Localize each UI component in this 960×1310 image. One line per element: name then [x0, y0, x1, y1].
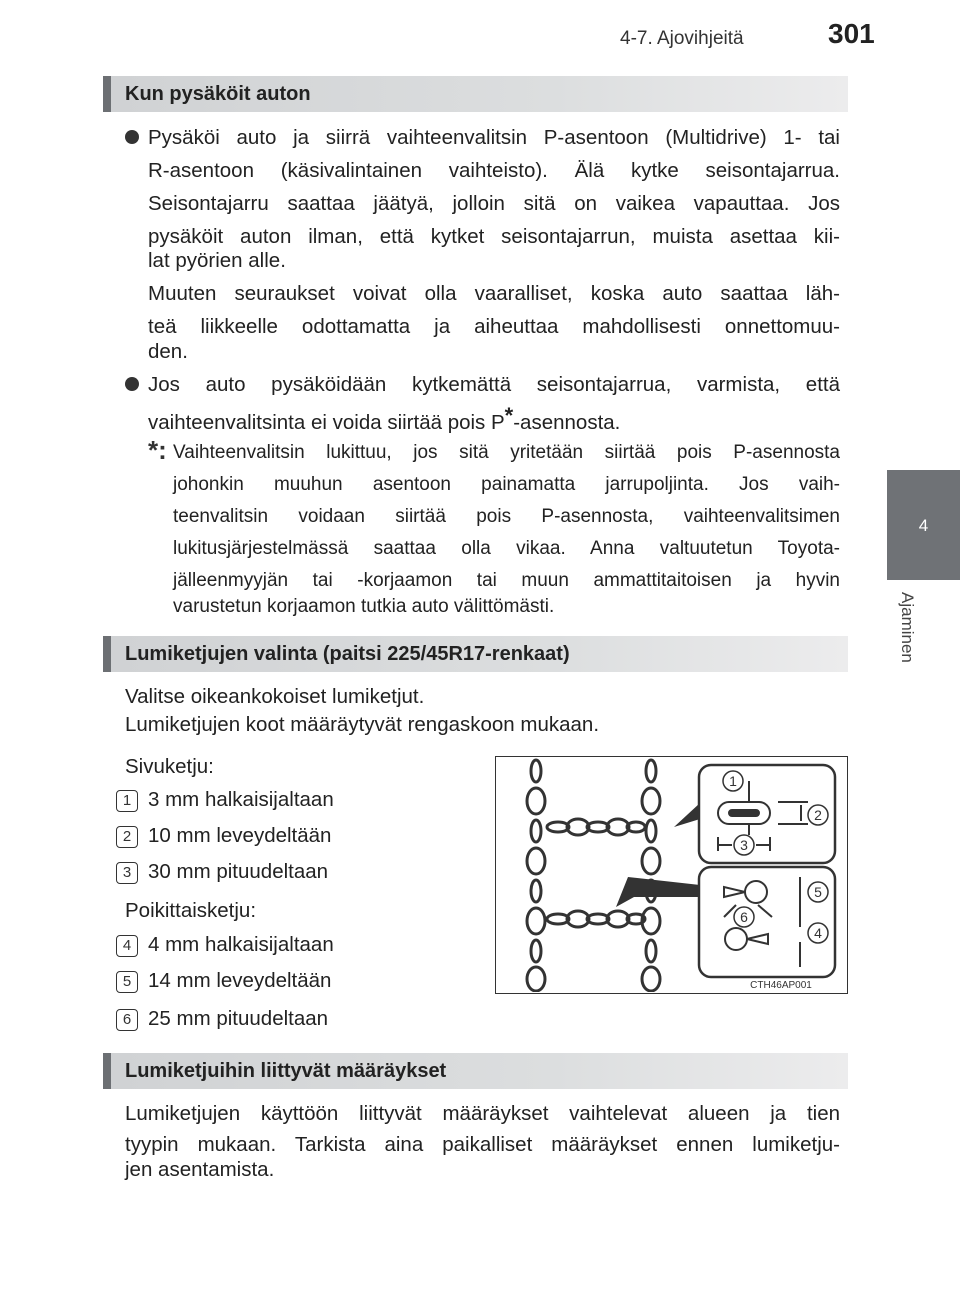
section-title: Kun pysäköit auton [125, 83, 311, 105]
text-line: teenvalitsin voidaan siirtää pois P-asennosta, vaihteenvalitsimen [173, 506, 840, 527]
item-number-badge: 6 [116, 1009, 138, 1031]
cross-chain-heading: Poikittaisketju: [125, 899, 257, 922]
snow-chain-figure [495, 756, 848, 994]
text-line: lukitusjärjestelmässä saattaa olla vikaa. Anna valtuutetun Toyota- [173, 538, 840, 559]
text-line: Jos auto pysäköidään kytkemättä seisontajarrua, varmista, että [148, 373, 840, 396]
list-item: 10 mm leveydeltään [148, 824, 332, 847]
text-line: johonkin muuhun asentoon painamatta jarrupoljinta. Jos vaih- [173, 474, 840, 495]
text-line: jen asentamista. [125, 1158, 275, 1181]
text-line [148, 399, 620, 439]
intro-line: Lumiketjujen koot määräytyvät rengaskoon mukaan. [125, 713, 600, 736]
section-title: Lumiketjujen valinta (paitsi 225/45R17-renkaat) [125, 643, 570, 665]
section-heading-parking [103, 76, 848, 112]
chapter-number: 4 [918, 516, 929, 535]
figure-callout-label: 4 [814, 925, 822, 941]
list-item: 30 mm pituudeltaan [148, 860, 329, 883]
text-line: pysäköit auton ilman, että kytket seisontajarrun, muista asettaa kii- [148, 225, 840, 248]
text-line: R-asentoon (käsivalintainen vaihteisto). Älä kytke seisontajarrua. [148, 159, 840, 182]
asterisk-marker: * [504, 403, 514, 428]
figure-callout-label: 1 [729, 773, 737, 789]
text-line: Vaihteenvalitsin lukittuu, jos sitä yritetään siirtää pois P-asennosta [173, 442, 840, 463]
chapter-label: Ajaminen [898, 592, 917, 663]
item-number-badge: 2 [116, 826, 138, 848]
text-line: Muuten seuraukset voivat olla vaaralliset, koska auto saattaa läh- [148, 282, 840, 305]
snow-chain-diagram [496, 757, 846, 992]
text-line: Seisontajarru saattaa jäätyä, jolloin sitä on vaikea vapauttaa. Jos [148, 192, 840, 215]
figure-callout-label: 2 [814, 807, 822, 823]
figure-callout-label: 3 [740, 837, 748, 853]
text-fragment: -asennosta. [513, 411, 621, 434]
text-line: tyypin mukaan. Tarkista aina paikalliset määräykset ennen lumiketju- [125, 1133, 840, 1156]
section-title: Lumiketjuihin liittyvät määräykset [125, 1060, 447, 1082]
figure-code: CTH46AP001 [750, 980, 812, 991]
list-item: 25 mm pituudeltaan [148, 1007, 329, 1030]
page-number: 301 [828, 18, 875, 49]
text-line: teä liikkeelle odottamatta ja aiheuttaa mahdollisesti onnettomuu- [148, 315, 840, 338]
item-number-badge: 3 [116, 862, 138, 884]
list-item: 14 mm leveydeltään [148, 969, 332, 992]
item-number-badge: 4 [116, 935, 138, 957]
text-line: Lumiketjujen käyttöön liittyvät määräykset vaihtelevat alueen ja tien [125, 1102, 840, 1125]
text-line: den. [148, 340, 188, 363]
figure-callout-label: 5 [814, 884, 822, 900]
section-heading-regulations [103, 1053, 848, 1089]
bullet-dot [125, 130, 139, 144]
running-header-section: 4-7. Ajovihjeitä [620, 28, 744, 49]
chapter-tab [887, 470, 960, 580]
footnote-marker: *: [148, 435, 167, 465]
list-item: 4 mm halkaisijaltaan [148, 933, 334, 956]
section-heading-chains [103, 636, 848, 672]
list-item: 3 mm halkaisijaltaan [148, 788, 334, 811]
intro-line: Valitse oikeankokoiset lumiketjut. [125, 685, 425, 708]
bullet-dot [125, 377, 139, 391]
text-line: lat pyörien alle. [148, 249, 286, 272]
text-line: Pysäköi auto ja siirrä vaihteenvalitsin P-asentoon (Multidrive) 1- tai [148, 126, 840, 149]
item-number-badge: 5 [116, 971, 138, 993]
text-line: jälleenmyyjän tai -korjaamon tai muun ammattitaitoisen ja hyvin [173, 570, 840, 591]
text-line: varustetun korjaamon tutkia auto välittömästi. [173, 596, 555, 617]
text-fragment: vaihteenvalitsinta ei voida siirtää pois P [148, 411, 505, 434]
side-chain-heading: Sivuketju: [125, 755, 214, 778]
item-number-badge: 1 [116, 790, 138, 812]
figure-callout-label: 6 [740, 909, 748, 925]
